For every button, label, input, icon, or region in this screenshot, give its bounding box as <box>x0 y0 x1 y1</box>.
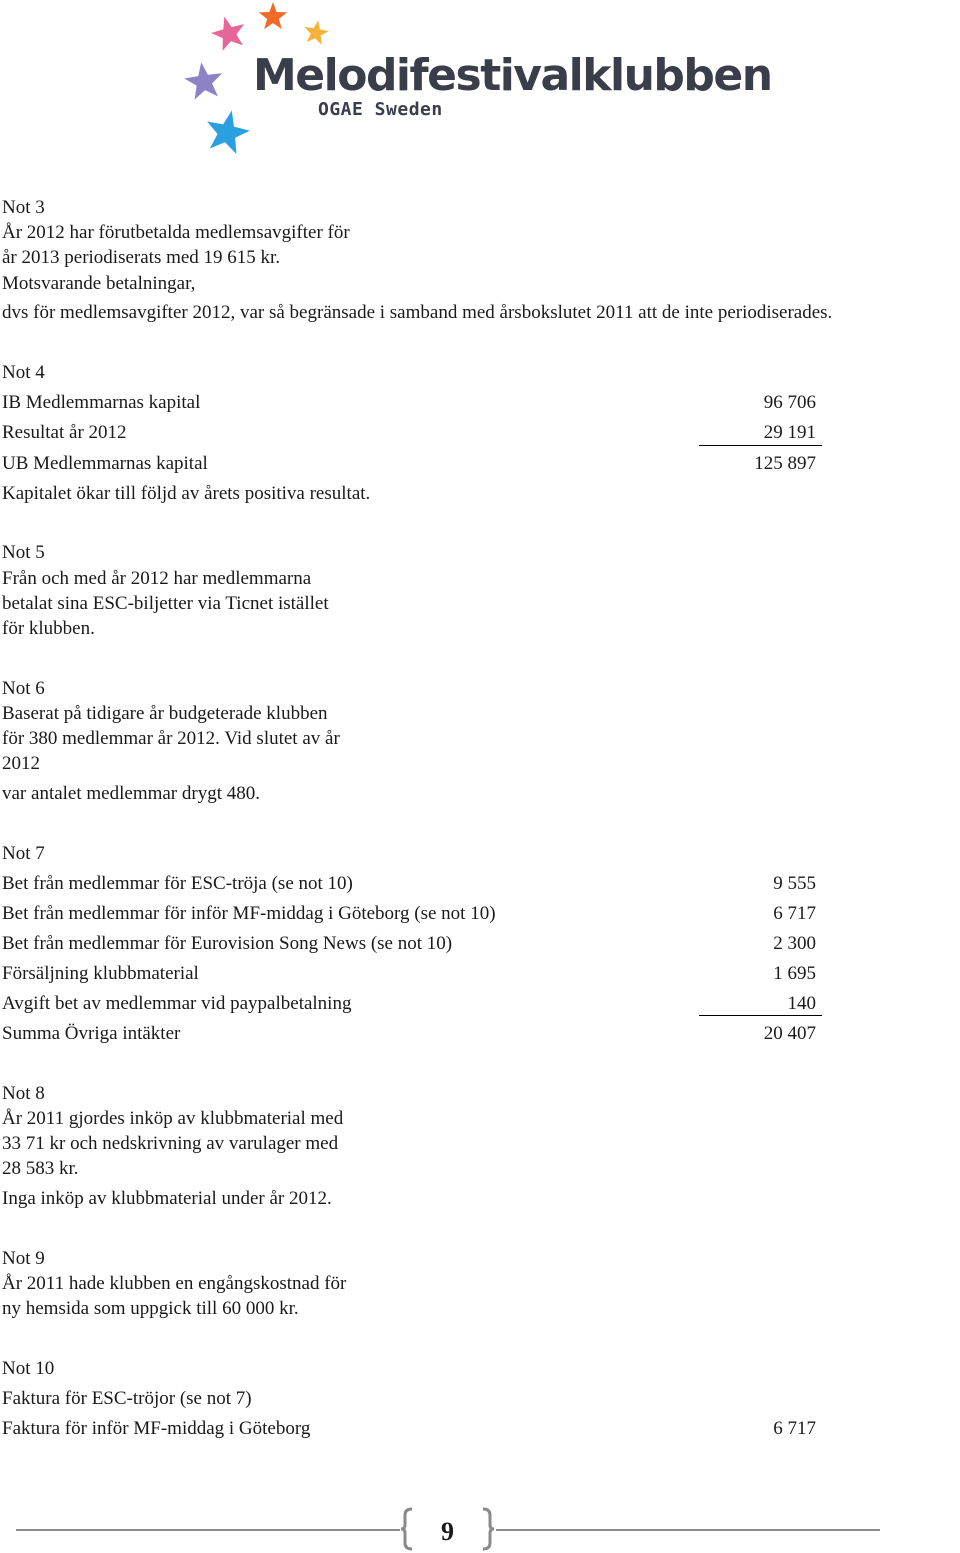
note10-row-label: Faktura för ESC-tröjor (se not 7) <box>2 1388 252 1409</box>
note3-line: Motsvarande betalningar, <box>2 273 196 294</box>
note7-row-label: Avgift bet av medlemmar vid paypalbetalning <box>2 993 352 1014</box>
note9-line: År 2011 hade klubben en engångskostnad för <box>2 1273 347 1294</box>
note4-row-value: 29 191 <box>763 422 816 443</box>
note6-line: Baserat på tidigare år budgeterade klubben <box>2 703 328 724</box>
note3-heading: Not 3 <box>2 197 45 218</box>
note5-line: Från och med år 2012 har medlemmarna <box>2 568 312 589</box>
orange-star-icon <box>258 2 288 32</box>
sum-rule <box>699 1015 822 1016</box>
note3-line: dvs för medlemsavgifter 2012, var så begränsade i samband med årsbokslutet 2011 att de inte periodiserades. <box>2 302 833 323</box>
note7-row-value: 140 <box>787 993 816 1014</box>
note5-heading: Not 5 <box>2 542 45 563</box>
note8-line: 28 583 kr. <box>2 1158 79 1179</box>
note7-row-label: Försäljning klubbmaterial <box>2 963 199 984</box>
note4-text: Kapitalet ökar till följd av årets positiva resultat. <box>2 483 371 504</box>
note10-row-label: Faktura för inför MF-middag i Göteborg <box>2 1418 311 1439</box>
note10-row-value: 6 717 <box>773 1418 816 1439</box>
note8-line: 33 71 kr och nedskrivning av varulager med <box>2 1133 339 1154</box>
note3-line: År 2012 har förutbetalda medlemsavgifter för <box>2 222 350 243</box>
logo-subtitle: OGAE Sweden <box>318 99 443 120</box>
note7-row-value: 9 555 <box>773 873 816 894</box>
note7-row-value: 6 717 <box>773 903 816 924</box>
note9-heading: Not 9 <box>2 1248 45 1269</box>
purple-star-icon <box>184 62 224 102</box>
sum-rule <box>699 445 822 446</box>
note7-row-label: Bet från medlemmar för inför MF-middag i Göteborg (se not 10) <box>2 903 496 924</box>
note8-line: År 2011 gjordes inköp av klubbmaterial med <box>2 1108 344 1129</box>
pink-star-icon <box>211 16 247 52</box>
note7-row-value: 1 695 <box>773 963 816 984</box>
page-number: 9 <box>441 1517 454 1546</box>
note7-row-value: 20 407 <box>763 1023 816 1044</box>
note3-line: år 2013 periodiserats med 19 615 kr. <box>2 247 281 268</box>
note6-heading: Not 6 <box>2 678 45 699</box>
note4-row-label: Resultat år 2012 <box>2 422 127 443</box>
note6-line: 2012 <box>2 753 40 774</box>
note7-row-value: 2 300 <box>773 933 816 954</box>
note6-line: för 380 medlemmar år 2012. Vid slutet av år <box>2 728 340 749</box>
note7-row-label: Bet från medlemmar för Eurovision Song News (se not 10) <box>2 933 453 954</box>
note8-heading: Not 8 <box>2 1083 45 1104</box>
note4-row-value: 125 897 <box>754 453 816 474</box>
club-logo <box>180 0 772 160</box>
note6-line: var antalet medlemmar drygt 480. <box>2 783 260 804</box>
note10-heading: Not 10 <box>2 1358 55 1379</box>
note4-heading: Not 4 <box>2 362 45 383</box>
note4-row-label: UB Medlemmarnas kapital <box>2 453 208 474</box>
note7-row-label: Summa Övriga intäkter <box>2 1023 181 1044</box>
note8-line: Inga inköp av klubbmaterial under år 2012. <box>2 1188 332 1209</box>
note9-line: ny hemsida som uppgick till 60 000 kr. <box>2 1298 299 1319</box>
note5-line: betalat sina ESC-biljetter via Ticnet istället <box>2 593 329 614</box>
yellow-star-icon <box>303 20 329 46</box>
note7-row-label: Bet från medlemmar för ESC-tröja (se not 10) <box>2 873 353 894</box>
note5-line: för klubben. <box>2 618 95 639</box>
note4-row-label: IB Medlemmarnas kapital <box>2 392 201 413</box>
blue-star-icon <box>204 110 250 156</box>
logo-title: Melodifestivalklubben <box>253 50 772 101</box>
note4-row-value: 96 706 <box>763 392 816 413</box>
note7-heading: Not 7 <box>2 843 45 864</box>
